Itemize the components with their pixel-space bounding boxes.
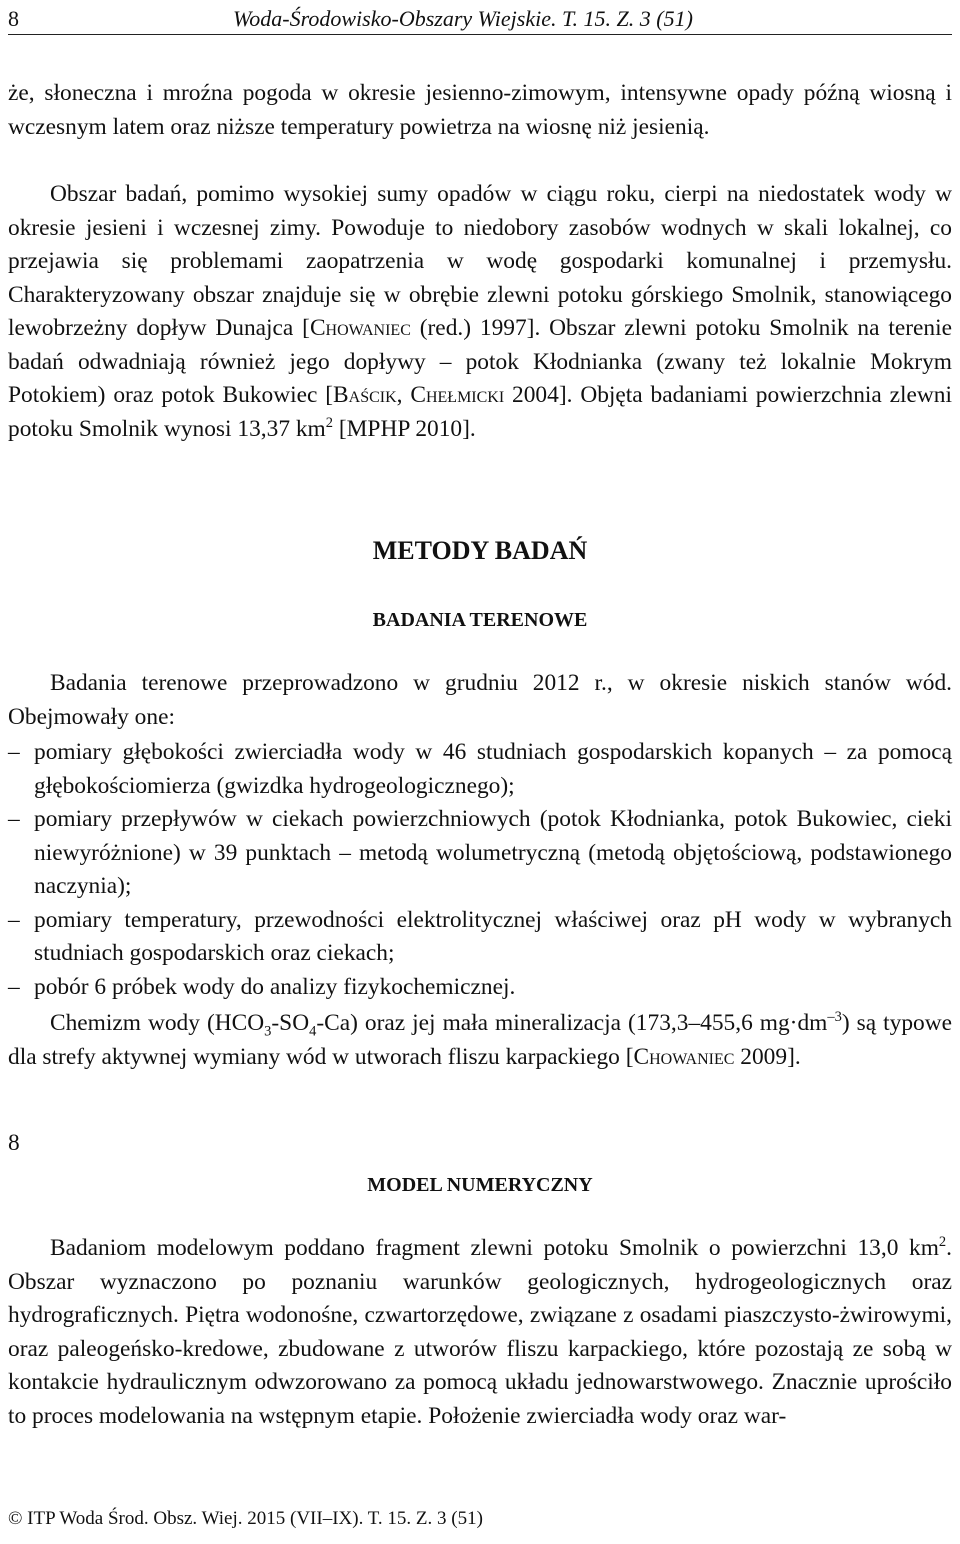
list-item: – pomiary głębokości zwierciadła wody w 46 studniach gospodarskich kopanych – za pomocą głębokościomierza (gwizdka hydrogeologicznego); [8,736,952,803]
citation-chowaniec-1997: Chowaniec [309,315,411,341]
stray-page-number: 8 [8,1130,20,1156]
list-item: – pobór 6 próbek wody do analizy fizykochemicznej. [8,971,952,1005]
page-number: 8 [8,6,19,31]
list-item: – pomiary temperatury, przewodności elektrolitycznej właściwej oraz pH wody w wybranych studniach gospodarskich oraz ciekach; [8,904,952,971]
subsection-heading-field-research: BADANIA TERENOWE [372,609,588,631]
paragraph-study-area: Obszar badań, pomimo wysokiej sumy opadów w ciągu roku, cierpi na niedostatek wody w okresie jesieni i wczesnej zimy. Powoduje to niedobory zasobów wodnych w skali lokalnej, co przejawia się problemami zaopatrzenia w wodę gospodarki komunalnej i przemysłu. Charakteryzowany obszar znajduje się w obrębie zlewni potoku górskiego Smolnik, stanowiącego lewobrzeżny dopływ Dunajca [Chowaniec (red.) 1997]. Obszar zlewni potoku Smolnik na terenie badań odwadniają również jego dopływy – potok Kłodnianka (zwany też lokalnie Mokrym Potokiem) oraz potok Bukowiec [Baścik, Chełmicki 2004]. Objęta badaniami powierzchnia zlewni potoku Smolnik wynosi 13,37 $km^2$ [MPHP 2010]. [8,181,952,442]
journal-title: Woda-Środowisko-Obszary Wiejskie. T. 15. Z. 3 (51) [233,6,693,31]
list-item: – pomiary przepływów w ciekach powierzchniowych (potok Kłodnianka, potok Bukowiec, cieki niewyróżnione) w 39 punktach – metodą wolumetryczną (metodą objętościową, podstawionego naczynia); [8,803,952,904]
copyright-footer: © ITP Woda Środ. Obsz. Wiej. 2015 (VII–IX). T. 15. Z. 3 (51) [8,1508,483,1529]
paragraph-field-research: Badania terenowe przeprowadzono w grudniu 2012 r., w okresie niskich stanów wód. Obejmowały one: [8,670,952,730]
field-research-list [8,736,952,1004]
page [8,0,952,1544]
citation-chelmicki: Chełmicki [410,382,505,408]
running-header [8,4,952,35]
section-heading-numerical-model: MODEL NUMERYCZNY [367,1174,593,1196]
paragraph-model: Badaniom modelowym poddano fragment zlewni potoku Smolnik o powierzchni 13,0 $km^2$. Obszar wyznaczono po poznaniu warunków geologicznych, hydrogeologicznych oraz hydrograficznych. Piętra wodonośne, czwartorzędowe, związane z osadami piaszczysto-żwirowymi, oraz paleogeńsko-kredowe, zbudowane z utworów fliszu karpackiego, które pozostają ze sobą w kontakcie hydraulicznym odwzorowano za pomocą układu jednowarstwowego. Znacznie uprościło to proces modelowania na wstępnym etapie. Położenie zwierciadła wody oraz war- [8,1234,952,1429]
paragraph-climate: że, słoneczna i mroźna pogoda w okresie jesienno-zimowym, intensywne opady późną wiosną i wczesnym latem oraz niższe temperatury powietrza na wiosnę niż jesienią. [8,80,952,140]
section-heading-methods: METODY BADAŃ [372,536,588,565]
citation-bascik: Baścik [333,382,397,408]
paragraph-chemistry: Chemizm wody $(HCO_3-SO_4-Ca)$ oraz jej mała mineralizacja (173,3–455,6 $mg\cdot dm^{-3}$) są typowe dla strefy aktywnej wymiany wód w utworach fliszu karpackiego [Chowaniec 2009]. [8,1009,953,1070]
citation-chowaniec-2009: Chowaniec [633,1043,735,1070]
